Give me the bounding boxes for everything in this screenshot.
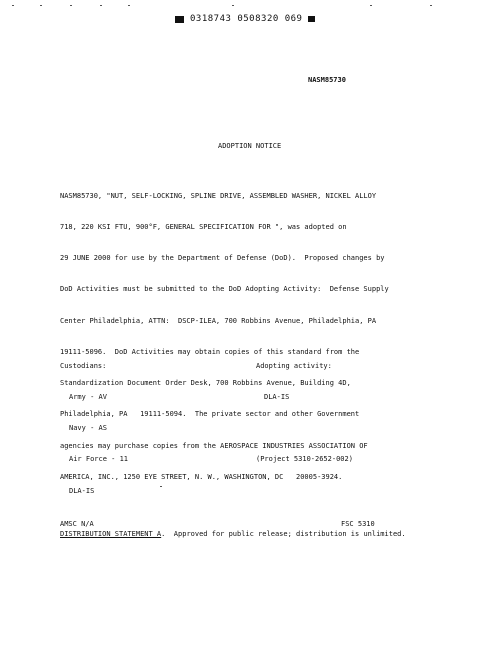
custodian-entry: DLA-IS — [69, 486, 95, 495]
body-line: 19111-5096. DoD Activities may obtain copies of this standard from the — [60, 347, 360, 356]
scan-speck — [12, 5, 14, 6]
page-title: ADOPTION NOTICE — [218, 142, 282, 150]
body-line: AMERICA, INC., 1250 EYE STREET, N. W., WASHINGTON, DC 20005-3924. — [60, 472, 343, 481]
body-line: NASM85730, "NUT, SELF-LOCKING, SPLINE DRIVE, ASSEMBLED WASHER, NICKEL ALLOY — [60, 191, 377, 200]
fsc-code: FSC 5310 — [341, 520, 375, 528]
body-line: Standardization Document Order Desk, 700 Robbins Avenue, Building 4D, — [60, 379, 351, 388]
custodian-entry: Air Force - 11 — [69, 455, 129, 464]
barcode-block-icon — [308, 16, 315, 22]
scan-speck — [128, 5, 130, 6]
body-line: 718, 220 KSI FTU, 900°F, GENERAL SPECIFICATION FOR ", was adopted on — [60, 223, 347, 232]
distribution-text: . Approved for public release; distribution is unlimited. — [161, 530, 406, 538]
spacer — [256, 423, 353, 433]
document-control-number — [175, 14, 315, 24]
scan-speck — [100, 5, 102, 6]
control-number-text: 0318743 0508320 069 — [190, 14, 303, 24]
custodians-heading: Custodians: — [60, 361, 107, 370]
adopting-activity-block — [256, 340, 353, 475]
scan-speck — [232, 5, 234, 6]
custodians-block — [60, 340, 128, 507]
document-id: NASM85730 — [308, 76, 346, 84]
body-line: DoD Activities must be submitted to the DoD Adopting Activity: Defense Supply — [60, 285, 389, 294]
body-line: Center Philadelphia, ATTN: DSCP-ILEA, 700 Robbins Avenue, Philadelphia, PA — [60, 316, 377, 325]
scan-speck — [70, 5, 72, 6]
custodian-entry: Navy - AS — [69, 424, 107, 433]
distribution-label: DISTRIBUTION STATEMENT A — [60, 530, 162, 538]
body-line: Philadelphia, PA 19111-5094. The private sector and other Government — [60, 410, 360, 419]
barcode-block-icon — [175, 16, 184, 23]
scan-speck — [40, 5, 42, 6]
adopting-agency: DLA-IS — [264, 393, 290, 402]
scan-speck — [370, 5, 372, 6]
body-line: agencies may purchase copies from the AEROSPACE INDUSTRIES ASSOCIATION OF — [60, 441, 368, 450]
amsc-code: AMSC N/A — [60, 520, 94, 528]
custodian-entry: Army - AV — [69, 393, 107, 402]
body-line: 29 JUNE 2000 for use by the Department of Defense (DoD). Proposed changes by — [60, 254, 385, 263]
scan-speck — [430, 5, 432, 6]
distribution-statement — [60, 529, 406, 539]
project-number: (Project 5310-2652-002) — [256, 455, 353, 464]
adopting-heading: Adopting activity: — [256, 361, 332, 370]
